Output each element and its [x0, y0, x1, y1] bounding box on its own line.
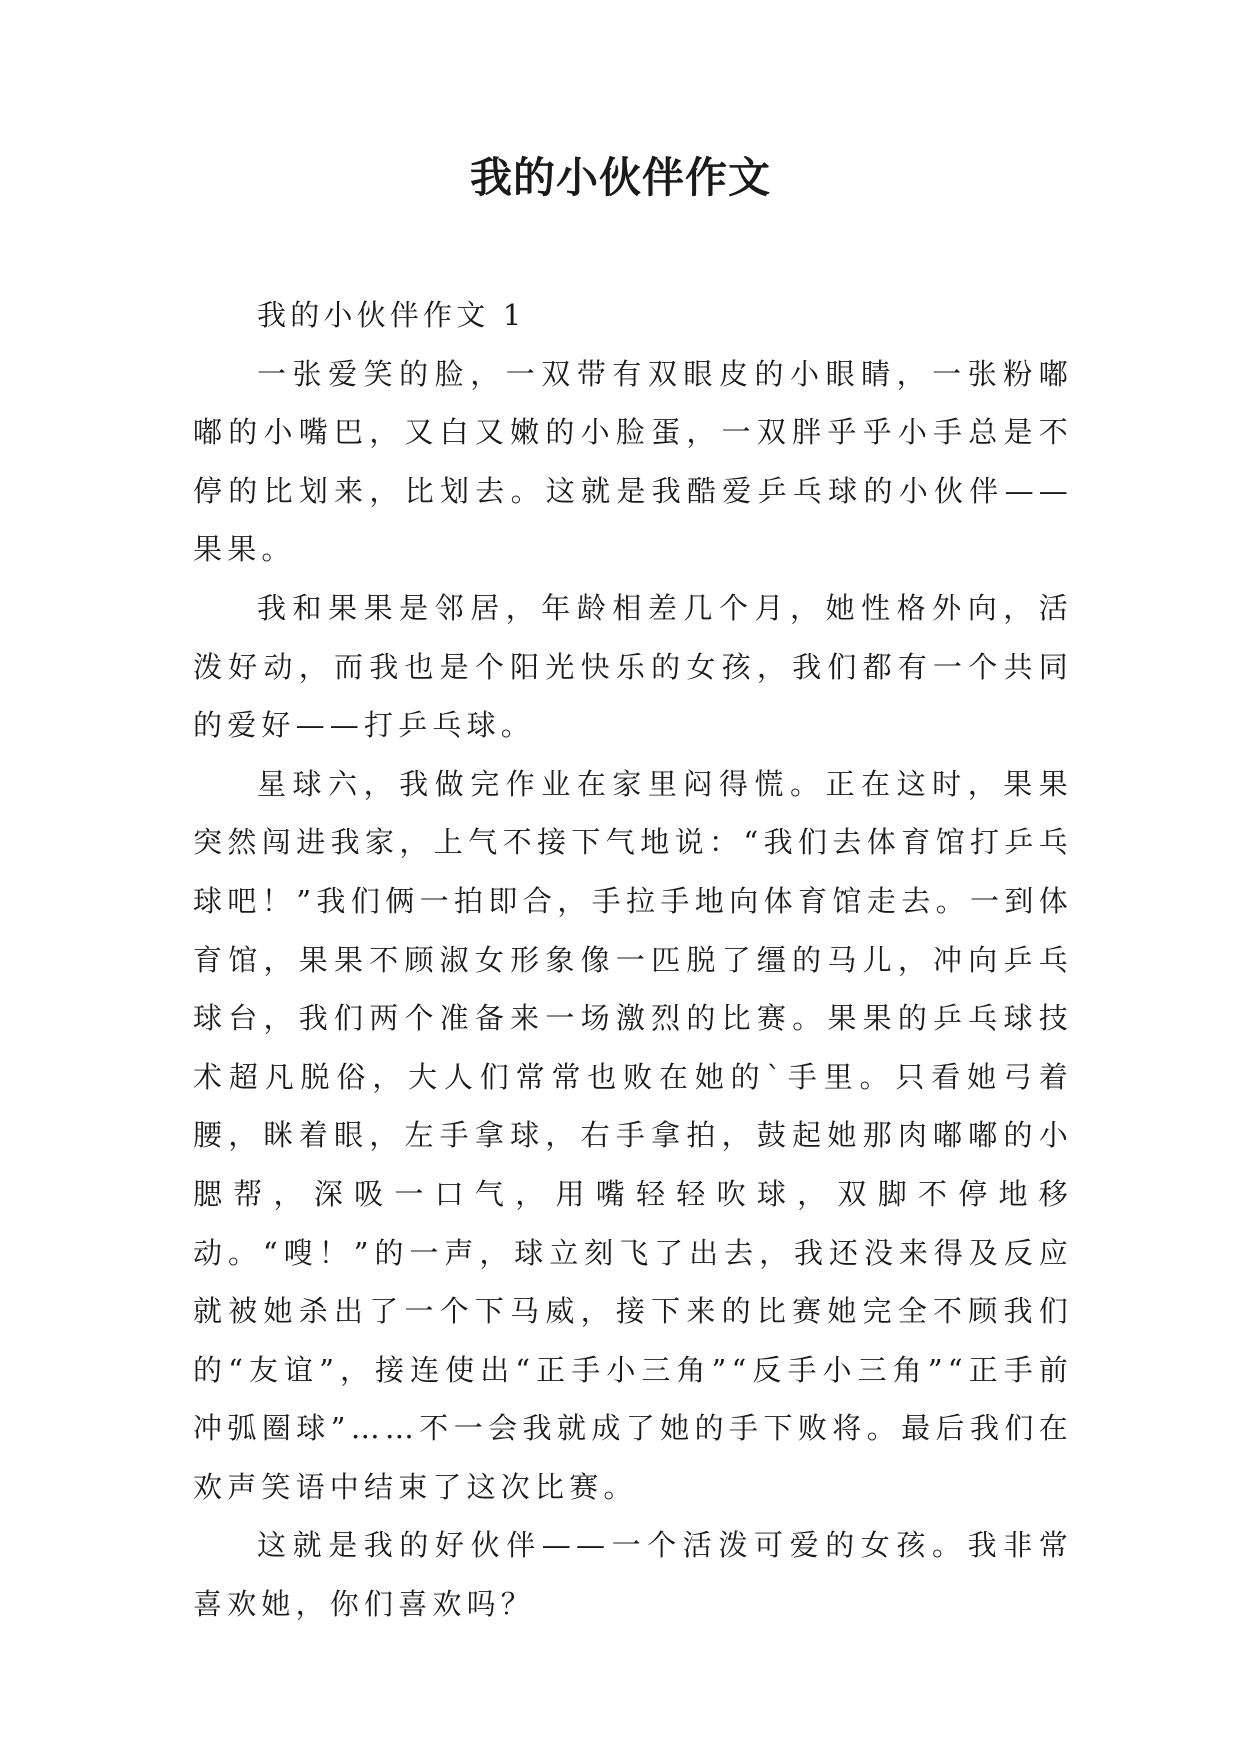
paragraph-2: 我和果果是邻居，年龄相差几个月，她性格外向，活泼好动，而我也是个阳光快乐的女孩，我们都有一个共同的爱好——打乒乓球。 [193, 590, 1073, 743]
paragraph-3: 星球六，我做完作业在家里闷得慌。正在这时，果果突然闯进我家，上气不接下气地说：“我们去体育馆打乒乓球吧！”我们俩一拍即合，手拉手地向体育馆走去。一到体育馆，果果不顾淑女形象像一匹脱了缰的马儿，冲向乒乓球台，我们两个准备来一场激烈的比赛。果果的乒乓球技术超凡脱俗，大人们常常也败在她的`手里。只看她弓着腰，眯着眼，左手拿球，右手拿拍，鼓起她那肉嘟嘟的小腮帮，深吸一口气，用嘴轻轻吹球，双脚不停地移动。“嗖！”的一声，球立刻飞了出去，我还没来得及反应就被她杀出了一个下马威，接下来的比赛她完全不顾我们的“友谊”，接连使出“正手小三角”“反手小三角”“正手前冲弧圈球”……不一会我就成了她的手下败将。最后我们在欢声笑语中结束了这次比赛。 [193, 766, 1073, 1504]
document-title: 我的小伙伴作文 [469, 153, 771, 202]
paragraph-4: 这就是我的好伙伴——一个活泼可爱的女孩。我非常喜欢她，你们喜欢吗？ [193, 1528, 1073, 1622]
essay-subtitle: 我的小伙伴作文 1 [257, 298, 526, 332]
document-body [193, 286, 1073, 1634]
paragraph-1: 一张爱笑的脸，一双带有双眼皮的小眼睛，一张粉嘟嘟的小嘴巴，又白又嫩的小脸蛋，一双胖乎乎小手总是不停的比划来，比划去。这就是我酷爱乒乓球的小伙伴——果果。 [193, 356, 1073, 567]
